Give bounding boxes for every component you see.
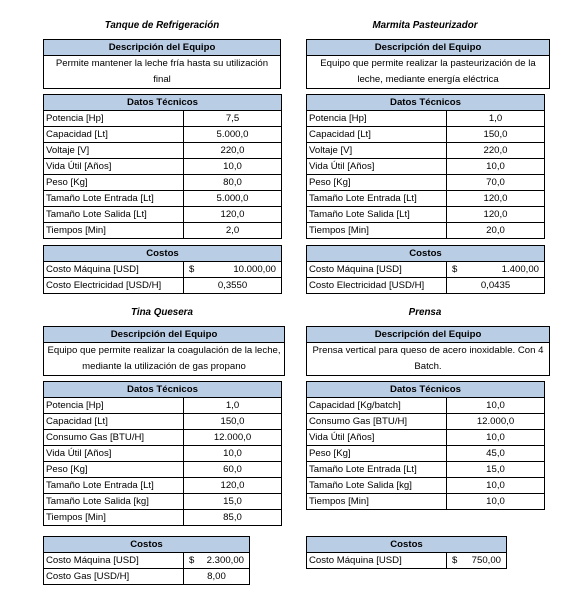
cost-row	[44, 569, 250, 585]
description-header: Descripción del Equipo	[44, 327, 285, 343]
tech-value: 120,0	[184, 478, 282, 494]
tech-row	[307, 207, 545, 223]
cost-table	[306, 245, 545, 294]
cost-value-cell	[447, 278, 545, 294]
cost-rows	[307, 553, 507, 569]
description-table	[306, 39, 550, 89]
tech-value: 5.000,0	[184, 127, 282, 143]
cost-rows	[44, 262, 282, 294]
tech-value: 12.000,0	[184, 430, 282, 446]
tech-label: Peso [Kg]	[307, 446, 447, 462]
tech-table	[43, 381, 282, 526]
tech-row	[307, 159, 545, 175]
tech-row	[307, 462, 545, 478]
tech-rows	[44, 398, 282, 526]
tech-table	[306, 94, 545, 239]
tech-rows	[307, 398, 545, 510]
tech-label: Capacidad [Kg/batch]	[307, 398, 447, 414]
tech-value: 10,0	[447, 430, 545, 446]
tech-table	[306, 381, 545, 510]
cost-label: Costo Máquina [USD]	[307, 553, 447, 569]
cost-label: Costo Máquina [USD]	[44, 553, 184, 569]
tech-label: Tamaño Lote Entrada [Lt]	[307, 462, 447, 478]
tech-value: 120,0	[447, 191, 545, 207]
tech-label: Vida Útil [Años]	[307, 430, 447, 446]
tech-value: 5.000,0	[184, 191, 282, 207]
tech-rows	[307, 111, 545, 239]
tech-label: Capacidad [Lt]	[44, 127, 184, 143]
cost-header: Costos	[44, 537, 250, 553]
cost-label: Costo Electricidad [USD/H]	[307, 278, 447, 294]
cost-value-cell	[184, 553, 250, 569]
tech-value: 85,0	[184, 510, 282, 526]
cost-value-cell	[184, 262, 282, 278]
cost-value: 0,3550	[217, 280, 248, 291]
panel-title: Tina Quesera	[131, 307, 193, 318]
cost-row	[307, 553, 507, 569]
tech-row	[44, 494, 282, 510]
cost-header: Costos	[44, 246, 282, 262]
description-text: Permite mantener la leche fría hasta su utilización final	[44, 56, 281, 89]
cost-header: Costos	[307, 246, 545, 262]
cost-row	[307, 262, 545, 278]
tech-value: 12.000,0	[447, 414, 545, 430]
tech-value: 10,0	[447, 159, 545, 175]
tech-row	[44, 175, 282, 191]
cost-label: Costo Máquina [USD]	[44, 262, 184, 278]
tech-value: 1,0	[447, 111, 545, 127]
tech-row	[44, 191, 282, 207]
tech-value: 2,0	[184, 223, 282, 239]
tech-row	[307, 175, 545, 191]
tech-row	[44, 207, 282, 223]
cost-label: Costo Electricidad [USD/H]	[44, 278, 184, 294]
tech-row	[307, 127, 545, 143]
tech-row	[44, 430, 282, 446]
tech-label: Tamaño Lote Entrada [Lt]	[44, 478, 184, 494]
currency-symbol: $	[189, 555, 195, 566]
tech-row	[307, 414, 545, 430]
tech-value: 15,0	[184, 494, 282, 510]
tech-label: Voltaje [V]	[307, 143, 447, 159]
tech-header: Datos Técnicos	[44, 95, 282, 111]
description-header: Descripción del Equipo	[44, 40, 281, 56]
tech-label: Consumo Gas [BTU/H]	[44, 430, 184, 446]
tech-value: 150,0	[184, 414, 282, 430]
tech-label: Tamaño Lote Salida [Lt]	[44, 207, 184, 223]
tech-table	[43, 94, 282, 239]
tech-row	[307, 430, 545, 446]
description-table	[43, 39, 281, 89]
description-text: Prensa vertical para queso de acero inoxidable. Con 4 Batch.	[307, 343, 550, 376]
cost-value-cell	[447, 553, 507, 569]
description-table	[306, 326, 550, 376]
cost-value-cell	[184, 278, 282, 294]
tech-label: Tiempos [Min]	[307, 494, 447, 510]
tech-row	[44, 143, 282, 159]
cost-value: 0,0435	[480, 280, 511, 291]
tech-value: 150,0	[447, 127, 545, 143]
tech-value: 10,0	[447, 494, 545, 510]
tech-label: Tiempos [Min]	[307, 223, 447, 239]
tech-label: Consumo Gas [BTU/H]	[307, 414, 447, 430]
tech-row	[307, 111, 545, 127]
tech-row	[44, 446, 282, 462]
tech-value: 10,0	[447, 478, 545, 494]
tech-row	[307, 494, 545, 510]
tech-label: Peso [Kg]	[44, 462, 184, 478]
cost-rows	[307, 262, 545, 294]
tech-row	[44, 414, 282, 430]
tech-value: 120,0	[184, 207, 282, 223]
tech-row	[307, 398, 545, 414]
cost-value: 10.000,00	[233, 264, 277, 275]
tech-value: 220,0	[447, 143, 545, 159]
description-header: Descripción del Equipo	[307, 327, 550, 343]
tech-label: Potencia [Hp]	[307, 111, 447, 127]
tech-header: Datos Técnicos	[44, 382, 282, 398]
tech-label: Tiempos [Min]	[44, 223, 184, 239]
cost-value: 750,00	[471, 555, 502, 566]
tech-value: 60,0	[184, 462, 282, 478]
panel-title: Marmita Pasteurizador	[372, 20, 478, 31]
tech-value: 10,0	[184, 159, 282, 175]
tech-label: Tamaño Lote Salida [kg]	[307, 478, 447, 494]
tech-header: Datos Técnicos	[307, 382, 545, 398]
cost-table	[43, 536, 250, 585]
tech-row	[44, 127, 282, 143]
currency-symbol: $	[189, 264, 195, 275]
panel-title: Tanque de Refrigeración	[104, 20, 220, 31]
tech-label: Capacidad [Lt]	[44, 414, 184, 430]
cost-value-cell	[184, 569, 250, 585]
tech-row	[307, 446, 545, 462]
tech-label: Vida Útil [Años]	[44, 446, 184, 462]
cost-value: 2.300,00	[206, 555, 245, 566]
description-header: Descripción del Equipo	[307, 40, 550, 56]
tech-row	[44, 223, 282, 239]
tech-label: Peso [Kg]	[44, 175, 184, 191]
tech-row	[44, 462, 282, 478]
cost-row	[307, 278, 545, 294]
cost-row	[44, 262, 282, 278]
tech-row	[44, 111, 282, 127]
cost-value: 8,00	[207, 571, 226, 582]
tech-row	[44, 398, 282, 414]
cost-table	[43, 245, 282, 294]
tech-value: 70,0	[447, 175, 545, 191]
tech-label: Vida Útil [Años]	[307, 159, 447, 175]
currency-symbol: $	[452, 264, 458, 275]
tech-label: Capacidad [Lt]	[307, 127, 447, 143]
panel-title: Prensa	[408, 307, 442, 318]
tech-row	[44, 478, 282, 494]
tech-row	[307, 478, 545, 494]
description-table	[43, 326, 285, 376]
tech-value: 20,0	[447, 223, 545, 239]
tech-label: Peso [Kg]	[307, 175, 447, 191]
tech-row	[307, 191, 545, 207]
description-text: Equipo que permite realizar la coagulación de la leche, mediante la utilización de gas propano	[44, 343, 285, 376]
tech-value: 45,0	[447, 446, 545, 462]
tech-value: 7,5	[184, 111, 282, 127]
tech-value: 120,0	[447, 207, 545, 223]
tech-label: Potencia [Hp]	[44, 111, 184, 127]
cost-value-cell	[447, 262, 545, 278]
tech-value: 1,0	[184, 398, 282, 414]
tech-label: Tiempos [Min]	[44, 510, 184, 526]
tech-row	[44, 159, 282, 175]
tech-label: Tamaño Lote Entrada [Lt]	[44, 191, 184, 207]
cost-row	[44, 278, 282, 294]
cost-row	[44, 553, 250, 569]
tech-rows	[44, 111, 282, 239]
tech-value: 15,0	[447, 462, 545, 478]
tech-value: 10,0	[447, 398, 545, 414]
tech-row	[307, 223, 545, 239]
tech-label: Vida Útil [Años]	[44, 159, 184, 175]
tech-label: Voltaje [V]	[44, 143, 184, 159]
cost-rows	[44, 553, 250, 585]
tech-label: Tamaño Lote Salida [kg]	[44, 494, 184, 510]
cost-label: Costo Máquina [USD]	[307, 262, 447, 278]
cost-value: 1.400,00	[501, 264, 540, 275]
cost-header: Costos	[307, 537, 507, 553]
cost-table	[306, 536, 507, 569]
currency-symbol: $	[452, 555, 458, 566]
description-text: Equipo que permite realizar la pasteurización de la leche, mediante energía eléctrica	[307, 56, 550, 89]
tech-label: Tamaño Lote Salida [Lt]	[307, 207, 447, 223]
tech-value: 10,0	[184, 446, 282, 462]
tech-label: Tamaño Lote Entrada [Lt]	[307, 191, 447, 207]
cost-label: Costo Gas [USD/H]	[44, 569, 184, 585]
tech-row	[44, 510, 282, 526]
tech-row	[307, 143, 545, 159]
tech-header: Datos Técnicos	[307, 95, 545, 111]
tech-value: 220,0	[184, 143, 282, 159]
tech-value: 80,0	[184, 175, 282, 191]
tech-label: Potencia [Hp]	[44, 398, 184, 414]
